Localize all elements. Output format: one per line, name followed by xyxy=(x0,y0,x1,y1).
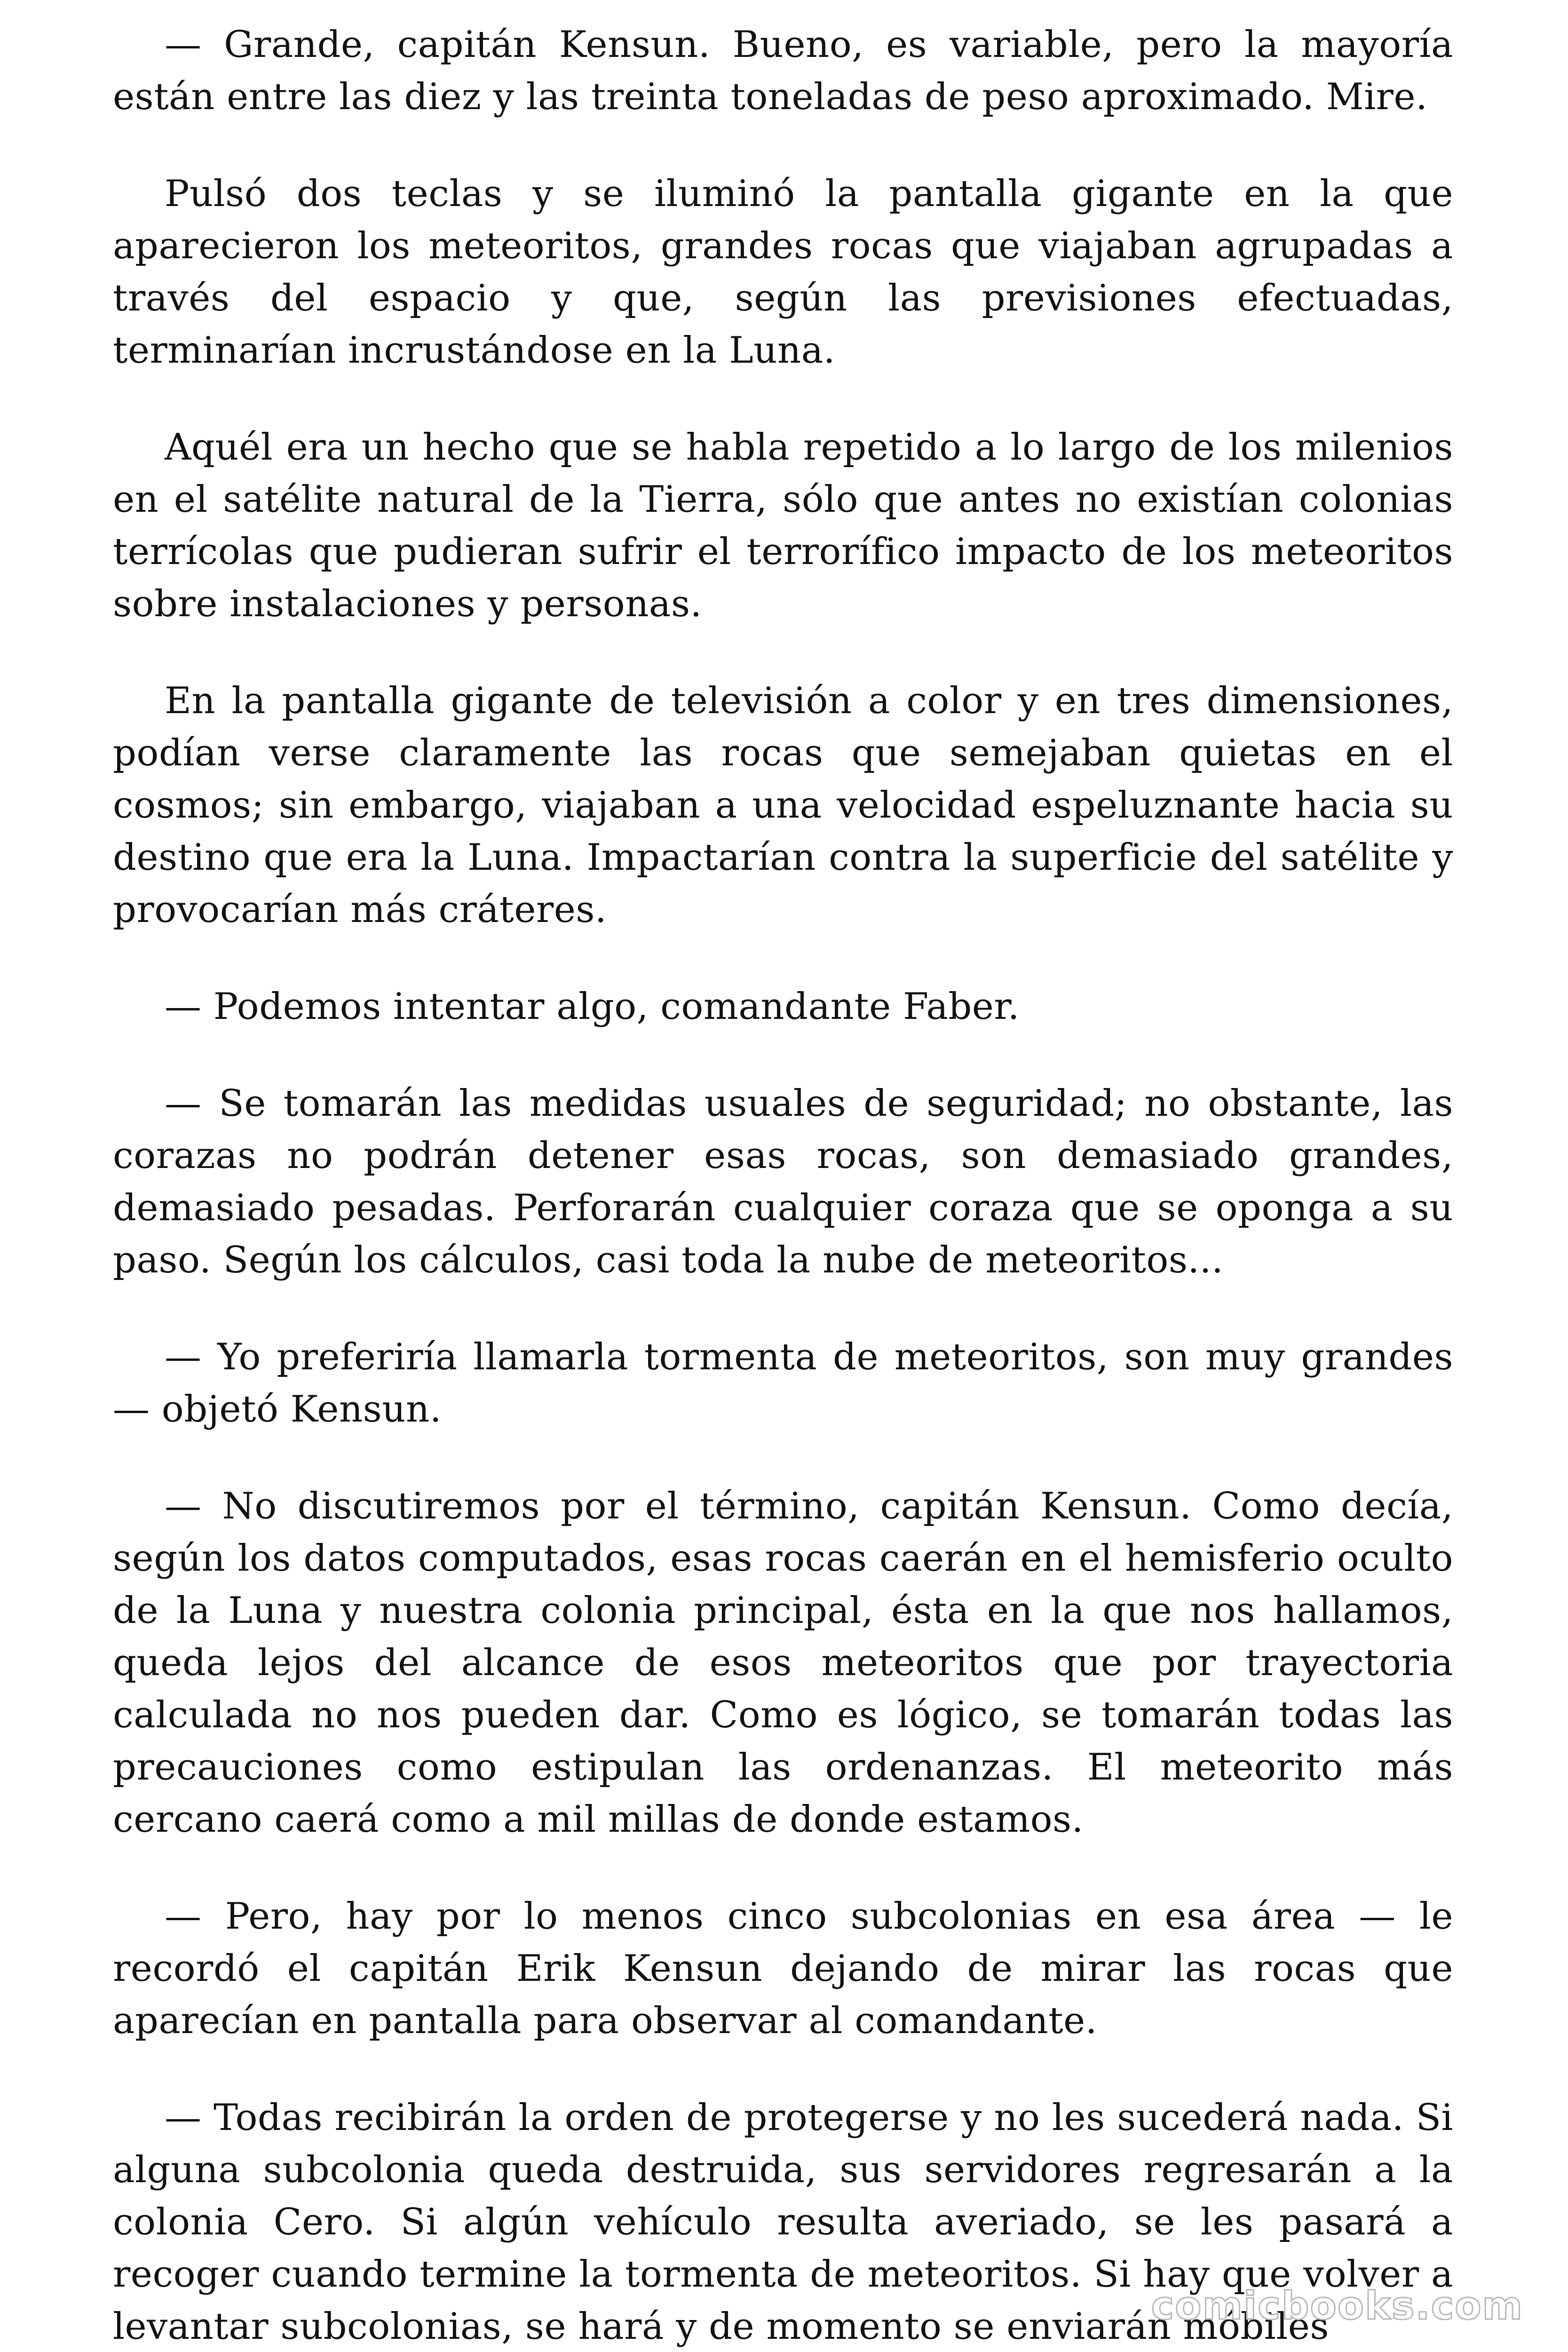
paragraph-5: — Podemos intentar algo, comandante Faber. xyxy=(165,985,1020,1028)
book-page xyxy=(113,19,1453,2352)
paragraph-9: — Pero, hay por lo menos cinco subcolonias en esa área — le recordó el capitán Erik Kensun dejando de mirar las rocas que aparecían en pantalla para observar al comandante. xyxy=(113,1895,1453,2042)
paragraph-7: — Yo preferiría llamarla tormenta de meteoritos, son muy grandes — objetó Kensun. xyxy=(113,1336,1453,1430)
paragraph-3: Aquél era un hecho que se habla repetido a lo largo de los milenios en el satélite natural de la Tierra, sólo que antes no existían colonias terrícolas que pudieran sufrir el terrorífico impacto de los meteoritos sobre instalaciones y personas. xyxy=(113,426,1453,625)
paragraph-4: En la pantalla gigante de televisión a color y en tres dimensiones, podían verse claramente las rocas que semejaban quietas en el cosmos; sin embargo, viajaban a una velocidad espeluznante hacia su destino que era la Luna. Impactarían contra la superficie del satélite y provocarían más cráteres. xyxy=(113,680,1453,931)
paragraph-10: — Todas recibirán la orden de protegerse y no les sucederá nada. Si alguna subcolonia queda destruida, sus servidores regresarán a la colonia Cero. Si algún vehículo resulta averiado, se les pasará a recoger cuando termine la tormenta de meteoritos. Si hay que volver a levantar subcolonias, se hará y de momento se enviarán móbiles xyxy=(113,2097,1453,2348)
paragraph-6: — Se tomarán las medidas usuales de seguridad; no obstante, las corazas no podrán detener esas rocas, son demasiado grandes, demasiado pesadas. Perforarán cualquier coraza que se oponga a su paso. Según los cálculos, casi toda la nube de meteoritos... xyxy=(113,1082,1453,1281)
paragraph-2: Pulsó dos teclas y se iluminó la pantalla gigante en la que aparecieron los meteoritos, grandes rocas que viajaban agrupadas a través del espacio y que, según las previsiones efectuadas, terminarían incrustándose en la Luna. xyxy=(113,173,1453,372)
watermark: comicbooks.com xyxy=(1151,2284,1523,2328)
paragraph-1: — Grande, capitán Kensun. Bueno, es variable, pero la mayoría están entre las diez y las treinta toneladas de peso aproximado. Mire. xyxy=(113,24,1453,118)
paragraph-8: — No discutiremos por el término, capitán Kensun. Como decía, según los datos computados, esas rocas caerán en el hemisferio oculto de la Luna y nuestra colonia principal, ésta en la que nos hallamos, queda lejos del alcance de esos meteoritos que por trayectoria calculada no nos pueden dar. Como es lógico, se tomarán todas las precauciones como estipulan las ordenanzas. El meteorito más cercano caerá como a mil millas de donde estamos. xyxy=(113,1485,1453,1841)
